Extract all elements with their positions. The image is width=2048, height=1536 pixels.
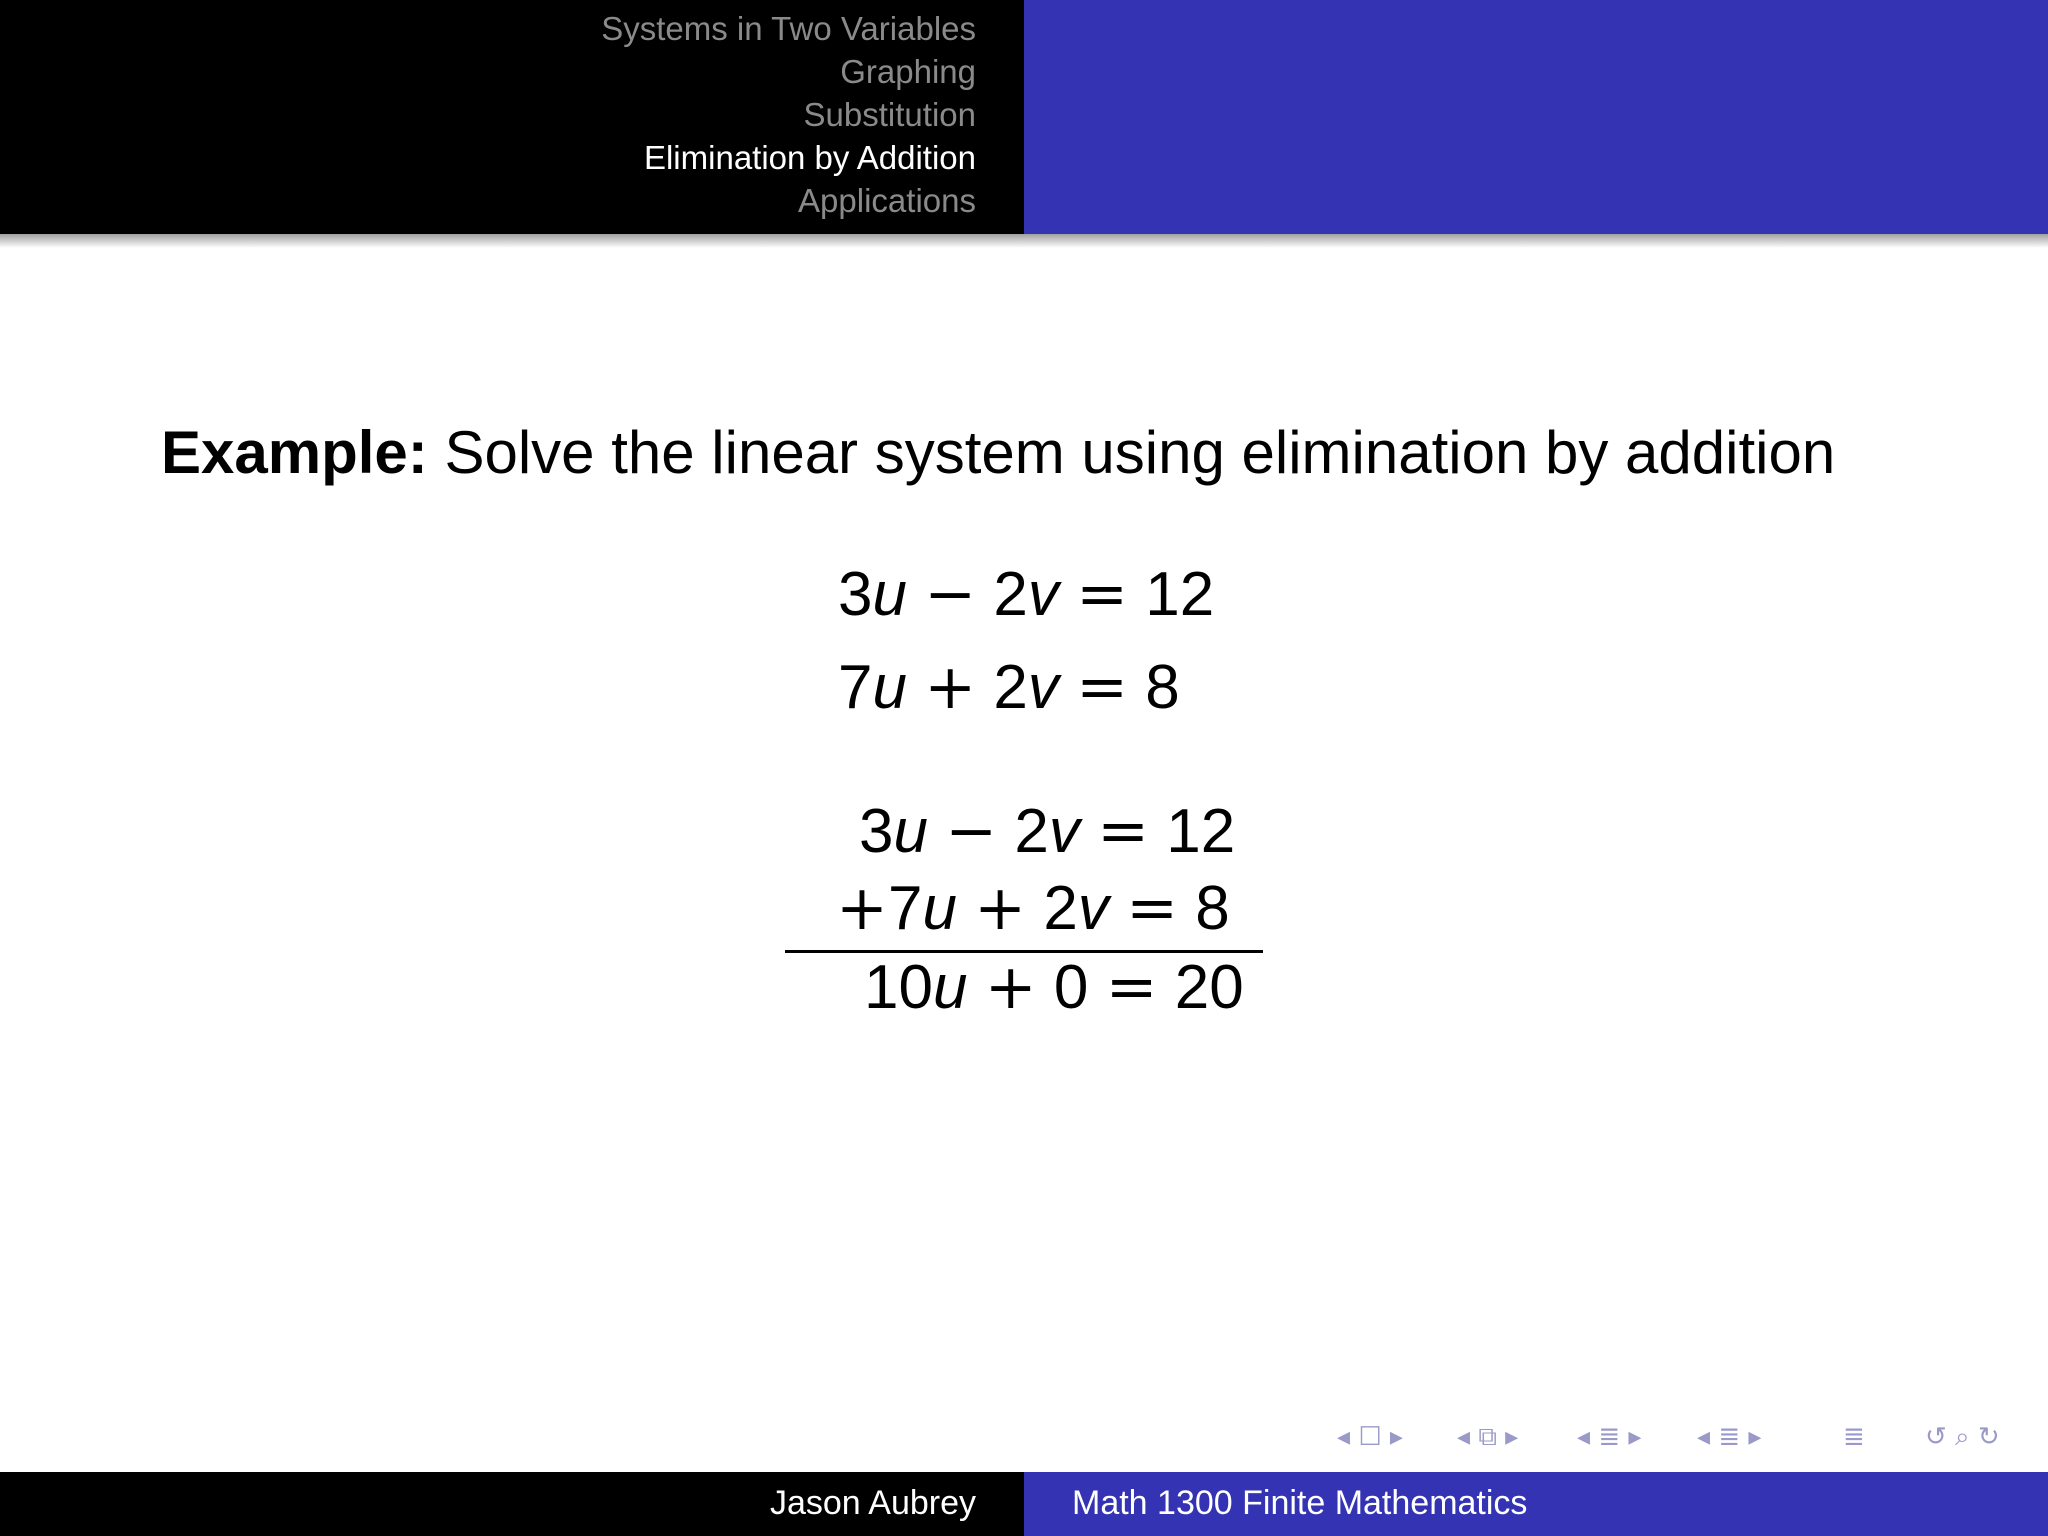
header-shadow [0,234,2048,248]
addition-row-1: 3u − 2v = 12 [859,794,1236,867]
nav-search-icon[interactable]: ↺ ⌕ ↻ [1925,1422,2000,1452]
nav-section2-icon[interactable]: ◂ ≣ ▸ [1697,1422,1762,1452]
nav-document-icon[interactable]: ≣ [1843,1422,1865,1452]
slide-header [0,0,2048,234]
example-label: Example: [161,419,428,486]
nav-section-icon[interactable]: ◂ ≣ ▸ [1577,1422,1642,1452]
nav-subsection-icon[interactable]: ◂ ⧉ ▸ [1457,1422,1519,1452]
header-right-panel [1024,0,2048,234]
nav-item-applications[interactable]: Applications [798,182,976,219]
slide-footer [0,1472,2048,1536]
footer-author: Jason Aubrey [769,1484,976,1522]
equation-2: 7u + 2v = 8 [838,650,1180,723]
example-text: Solve the linear system using elimination by addition [444,419,1836,486]
addition-result: 10u + 0 = 20 [864,950,1244,1023]
nav-item-systems[interactable]: Systems in Two Variables [601,10,976,47]
footer-course: Math 1300 Finite Mathematics [1072,1484,1528,1522]
nav-item-elimination[interactable]: Elimination by Addition [643,139,976,176]
addition-row-2: +7u + 2v = 8 [836,871,1230,944]
section-nav [601,7,976,222]
nav-frame-icon[interactable]: ◂ ☐ ▸ [1337,1422,1403,1452]
example-heading [161,418,1835,487]
nav-item-graphing[interactable]: Graphing [840,53,976,90]
equation-1: 3u − 2v = 12 [838,557,1215,630]
nav-item-substitution[interactable]: Substitution [803,96,976,133]
